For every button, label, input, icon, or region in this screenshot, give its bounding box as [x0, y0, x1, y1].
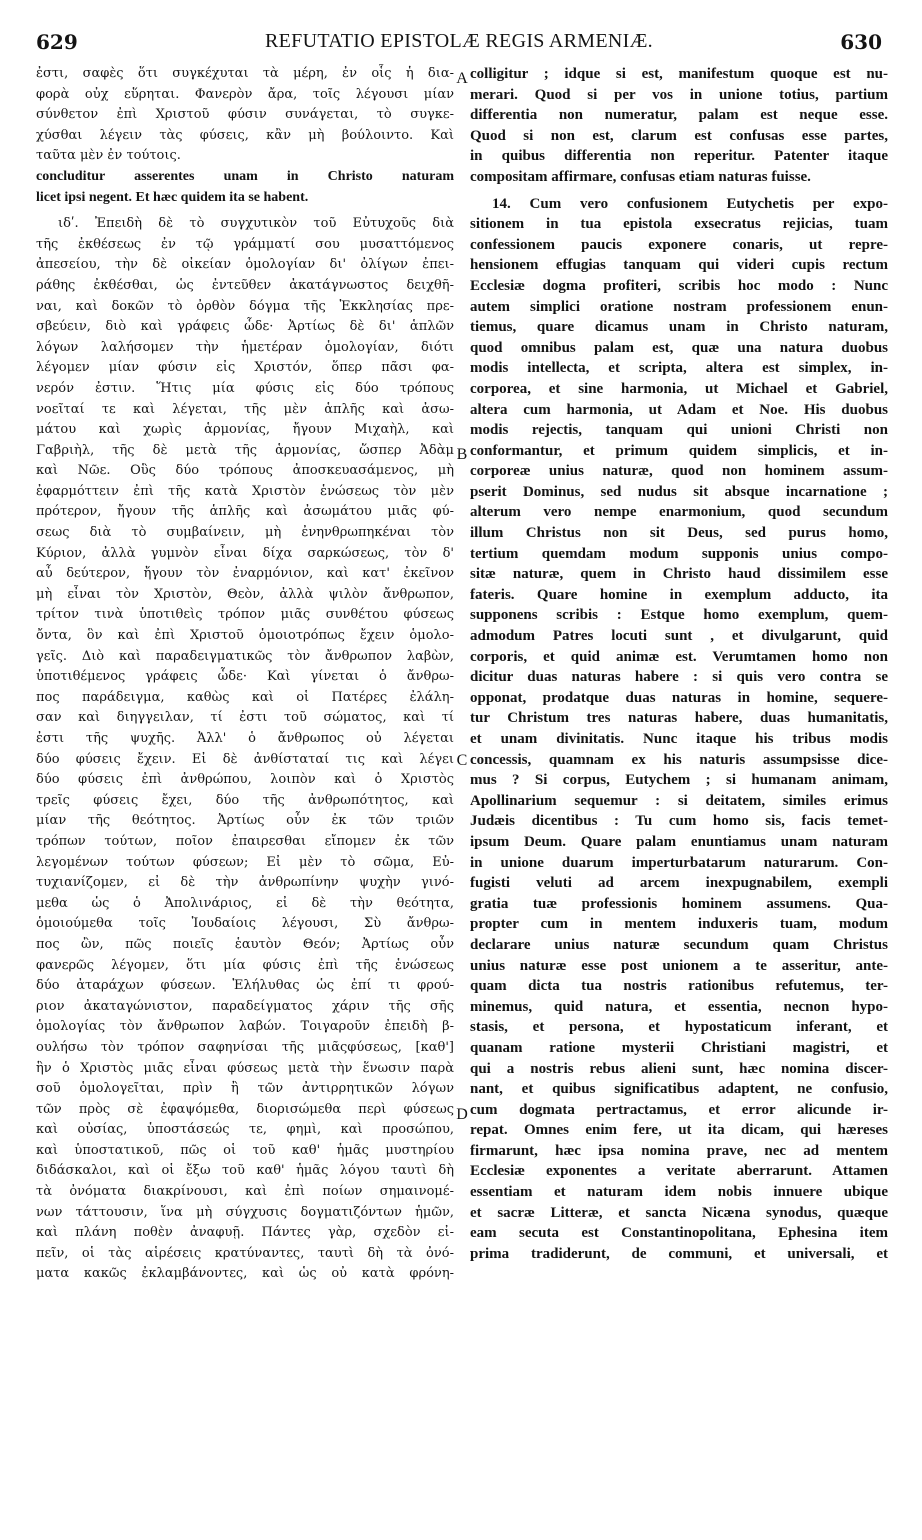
latin-text-line: Quod si non est, clarum est confusas esse partes, [470, 127, 888, 144]
latin-text-line: unius naturæ esse post unionem a te asseritur, ante- [470, 957, 888, 974]
latin-text-line: alterum vero nempe enarmonium, quod secundum [470, 504, 888, 521]
latin-text-line: admodum Patres locuti sunt , et divulgarunt, quid [470, 628, 888, 645]
greek-text-line: νερόν ἐστιν. Ἥτις μία φύσις εἰς δύο τρόπους [36, 380, 454, 396]
latin-text-line: illum Christus non sit Deus, sed purus homo, [470, 525, 888, 542]
latin-text-line: fateris. Quare homine in exemplum adducto, ita [470, 586, 888, 603]
latin-text-line: modis rejectis, tanquam qui unioni Christi non [470, 422, 888, 439]
latin-text-line: minemus, quid natura, et essentia, necnon hypo- [470, 998, 888, 1015]
greek-text-line: ταῦτα μὲν ἐν τούτοις. [36, 148, 181, 164]
greek-text-line: τρίτον τινὰ ὑποτιθεὶς τρόπον μιᾶς συνθέτου φύσεως [36, 607, 454, 623]
latin-text-line: confessionem paucis exponere conaris, ut repre- [470, 236, 888, 253]
greek-text-line: ὁμοιούμεθα τοῖς Ἰουδαίοις λέγουσι, Σὺ ἄνθρω- [36, 916, 454, 932]
latin-text-line: prima tradiderunt, de communi, et universali, et [470, 1245, 888, 1262]
latin-text-line: pserit Dominus, sed nudus sit absque incarnatione ; [470, 483, 888, 500]
greek-text-line: σοῦ ὁμολογεῖται, πρὶν ἢ τῶν ἀντιρρητικῶν λόγων [36, 1081, 454, 1097]
latin-text-line: modis intellecta, et scripta, altera est simplex, in- [470, 360, 888, 377]
latin-text-line: firmarunt, hæc ipsa nomina prave, nec ad mentem [470, 1142, 888, 1159]
greek-text-line: τυχιανίζομεν, εἰ δὲ τὴν ἀνθρωπίνην ψυχὴν γινό- [36, 875, 454, 891]
latin-text-line: corporeæ unius naturæ, quod non hominem assum- [470, 463, 888, 480]
latin-text-line: stasis, et persona, et hypostaticum inferant, et [470, 1019, 888, 1036]
margin-letter-c: C [456, 752, 468, 769]
greek-text-line: Κύριον, ἀλλὰ γυμνὸν εἶναι δίχα σαρκώσεως, τὸν δ' [36, 545, 454, 561]
greek-text-line: νων τάττουσιν, ἵνα μὴ σύγχυσις δογματιζόντων ἡμῶν, [36, 1204, 454, 1220]
latin-text-line: corporis, et quid animæ est. Verumtamen homo non [470, 648, 888, 665]
latin-text-line: dicitur duas naturas habere : si quis vero contra se [470, 669, 888, 686]
latin-text-line: propter cum in mentem induxeris tuam, modum [470, 916, 888, 933]
latin-text-line: autem simplici oratione nostram professionem enun- [470, 298, 888, 315]
greek-text-line: τρόπων τούτων, ποῖον ἐπαιρεσθαι εἴπομεν ἐκ τῶν [36, 833, 454, 849]
latin-text-line: quod omnibus palam est, quæ una natura duobus [470, 339, 888, 356]
latin-text-line: tertium quemdam modum supponis unius compo- [470, 545, 888, 562]
latin-text-line: Apollinarium sequemur : si deitatem, similes erimus [470, 792, 888, 809]
greek-text-line: καὶ ὑποστατικοῦ, πῶς οἱ τοῦ καθ' ἡμᾶς μυστηρίου [36, 1142, 454, 1158]
latin-text-line: Ecclesiæ dogma profiteri, scribis hoc modo : Nunc [470, 277, 888, 294]
latin-text-line: fugisti veluti ad arcem inexpugnabilem, exempli [470, 875, 888, 892]
greek-text-line: πεῖν, οἱ τὰς αἱρέσεις κρατύναντες, ταυτὶ δὴ τὰ ὀνό- [36, 1245, 454, 1261]
latin-text-line: tur Christum tres naturas habere, duas humanitatis, [470, 710, 888, 727]
greek-text-line: πρότερον, ἤγουν τῆς ἁπλῆς καὶ ἀσωμάτου μιᾶς φύ- [36, 504, 454, 520]
greek-text-line: δύο φύσεις ἐπὶ ἀνθρώπου, λοιπὸν καὶ ὁ Χριστὸς [36, 772, 454, 788]
greek-text-line: ιδʹ. Ἐπειδὴ δὲ τὸ συγχυτικὸν τοῦ Εὐτυχοῦς διὰ [58, 216, 454, 232]
margin-letter-d: D [456, 1106, 468, 1123]
greek-text-line: ναι, καὶ δοκῶν τὸ ὀρθὸν δόγμα τῆς Ἐκκλησίας πρε- [36, 298, 454, 314]
latin-text-line: conformantur, et primum quidem simplicis, et in- [470, 442, 888, 459]
greek-text-line: φορὰ οὐχ εὕρηται. Φανερὸν ἄρα, τοῖς λέγουσι μίαν [36, 86, 454, 102]
latin-text-line: 14. Cum vero confusionem Eutychetis per expo- [492, 195, 888, 212]
greek-text-line: μὴ εἶναι τὸν Χριστὸν, Θεὸν, ἀλλὰ ψιλὸν ἄνθρωπον, [36, 586, 454, 602]
latin-text-line: ipsum Deum. Quare palam enuntiamus unam naturam [470, 833, 888, 850]
latin-text-line: corporea, et sine harmonia, ut Michael et Gabriel, [470, 380, 888, 397]
latin-text-line: et unam divinitatis. Nunc itaque his tribus modis [470, 731, 888, 747]
latin-text-line: cum dogmata pertractamus, et error alicunde ir- [470, 1101, 888, 1118]
greek-text-line: ἣν ὁ Χριστὸς μιᾶς εἶναι φύσεως μετὰ τὴν ἕνωσιν παρὰ [36, 1060, 454, 1076]
latin-text-line: qui a nostris rebus alieni sunt, hæc nomina discer- [470, 1060, 888, 1077]
greek-text-line: λόγων λαλήσομεν τὴν ἡμετέραν ὁμολογίαν, διότι [36, 339, 454, 355]
greek-text-line: διδάσκαλοι, καὶ οἱ ἔξω τοῦ καθ' ἡμᾶς λόγου ταυτὶ δὴ [36, 1163, 454, 1179]
latin-text-line: mus ? Si corpus, Eutychem ; si humanam animam, [470, 772, 888, 789]
latin-text-line: gratia tuæ professionis hominem assumens. Qua- [470, 895, 888, 912]
latin-text-line: tiemus, quare dicamus unam in Christo naturam, [470, 319, 888, 336]
running-title: REFUTATIO EPISTOLÆ REGIS ARMENIÆ. [265, 30, 653, 52]
greek-text-line: δύο φύσεις ἔχειν. Εἰ δὲ ἀνθίσταταί τις καὶ λέγει [36, 751, 454, 767]
latin-text-line: in quibus differentia non reperitur. Patenter itaque [470, 148, 888, 165]
greek-text-line: ἐστι, σαφὲς ὅτι συγκέχυται τὰ μέρη, ἐν οἷς ἡ δια- [36, 66, 454, 81]
latin-text-line: concessis, quamnam ex his naturis assumpsisse dice- [470, 751, 888, 768]
greek-text-line: μίαν τῆς θεότητος. Ἀρτίως οὖν ἐκ τῶν τριῶν [36, 813, 454, 829]
latin-text-line: sitionem in tua epistola exsecratus rejicias, tuam [470, 216, 888, 233]
latin-tail-line: concluditur asserentes unam in Christo naturam [36, 168, 454, 184]
greek-text-line: μάτου καὶ χωρὶς ἁρμονίας, ἤγουν Μιχαὴλ, καὶ [36, 422, 454, 438]
latin-text-line: quam dicta tua nostris rationibus refutemus, ter- [470, 978, 888, 995]
greek-text-line: τῆς ἐκθέσεως ἐν τῷ γράμματί σου μυσαττόμενος [36, 236, 454, 252]
margin-letter-b: B [456, 446, 468, 463]
greek-text-line: τρεῖς φύσεις ἔχει, δύο τῆς ἀνθρωπότητος, καὶ [36, 792, 454, 808]
latin-text-line: merari. Quod si per vos in unione totius, partium [470, 86, 888, 103]
greek-text-line: λέγομεν μίαν φύσιν εἰς Χριστόν, ὅπερ πᾶσι φα- [36, 360, 454, 376]
greek-text-line: μεθα ὡς ὁ Ἀπολινάριος, εἰ δὲ τὴν θεότητα, [36, 895, 454, 911]
greek-text-line: γεῖς. Διὸ καὶ παραδειγματικῶς τὸν ἄνθρωπον λαβὼν, [36, 648, 454, 664]
latin-column [470, 64, 888, 1264]
running-header [36, 30, 882, 60]
latin-tail-line: licet ipsi negent. Et hæc quidem ita se habent. [36, 189, 309, 205]
latin-text-line: supponens scribis : Estque homo exemplum, quem- [470, 607, 888, 624]
greek-text-line: καὶ οὐσίας, ὑποστάσεώς τε, φημὶ, καὶ προσώπου, [36, 1122, 454, 1138]
greek-text-line: πος ὢν, πῶς ποιεῖς ἑαυτὸν Θεόν; Ἀρτίως οὖν [36, 936, 454, 952]
greek-text-line: σβεύειν, διὸ καὶ γράφεις ὧδε· Ἀρτίως δὲ δι' ἁπλῶν [36, 319, 454, 335]
latin-text-line: quanam ratione mysterii Christiani magistri, et [470, 1039, 888, 1056]
greek-text-line: ἀπεσείου, τὴν δὲ οἰκείαν ὁμολογίαν δι' ὀλίγων ἐπει- [36, 257, 454, 273]
latin-text-line: essentiam et naturam idem nobis innuere ubique [470, 1184, 888, 1201]
greek-text-line: σεως διὰ τὸ συμβαίνειν, μὴ ἐνηνθρωπηκέναι τὸν [36, 525, 454, 541]
greek-text-line: ὑποτιθέμενος γράφεις ὧδε· Καὶ γίνεται ὁ ἄνθρω- [36, 669, 454, 685]
greek-text-line: ἐστι τῆς ψυχῆς. Ἀλλ' ὁ ἄνθρωπος οὐ λέγεται [36, 731, 454, 746]
latin-text-line: sitæ naturæ, quem in Christo haud dissimilem esse [470, 566, 888, 583]
latin-text-line: Ecclesiæ exponentes a veritate aberrarunt. Attamen [470, 1163, 888, 1180]
greek-text-line: πος παράδειγμα, καθὼς καὶ οἱ Πατέρες ἐλάλη- [36, 689, 454, 705]
greek-text-line: λεγομένων τούτων φύσεων; Εἰ μὲν τὸ σῶμα, Εὐ- [36, 854, 454, 870]
greek-text-line: σύνθετον ἐπὶ Χριστοῦ φύσιν συνάγεται, τὸ συγκε- [36, 107, 454, 123]
latin-text-line: eam secuta est Constantinopolitana, Ephesina item [470, 1225, 888, 1242]
latin-text-line: et sacræ Litteræ, et sancta Nicæna synodus, quæque [470, 1204, 888, 1221]
greek-text-line: ἐφαρμόττειν ἐπὶ τῆς κατὰ Χριστὸν ἑνώσεως τὸν μὲν [36, 483, 454, 499]
greek-text-line: ριον ἀκαταγώνιστον, παραδείγματος χάριν τῆς σῆς [36, 998, 454, 1014]
latin-text-line: in unione duarum imperturbatarum naturarum. Con- [470, 854, 888, 871]
latin-text-line: opponat, prodatque duas naturas in homine, sequere- [470, 689, 888, 706]
latin-text-line: nant, et quibus significatibus adaptent, ne confusio, [470, 1081, 888, 1098]
greek-text-line: καὶ Νῶε. Οὓς δύο τρόπους ἀποσκευασάμενος, μὴ [36, 463, 454, 479]
greek-text-line: ὄντα, ὃν καὶ ἐπὶ Χριστοῦ ὁμοιοτρόπως ἔχειν ὁμολο- [36, 628, 454, 644]
greek-text-line: δύο ἀταράχων φύσεων. Ἐλήλυθας ὡς ἐπί τι φρού- [36, 978, 454, 994]
greek-text-line: ουλήσω τὸν τρόπον σαφηνίσαι τῆς μιᾶςφύσεως, [καθ'] [36, 1039, 454, 1055]
margin-letter-a: A [456, 70, 468, 87]
greek-text-line: Γαβριὴλ, τῆς δὲ μετὰ τῆς ἁρμονίας, ὥσπερ Ἀδὰμ [36, 442, 454, 458]
greek-text-line: σαν καὶ διηγγειλαν, τί ἐστι τοῦ σώματος, καὶ τί [36, 710, 454, 726]
latin-text-line: compositam affirmare, confusas etiam naturas fuisse. [470, 168, 811, 185]
latin-text-line: altera cum harmonia, ut Adam et Noe. His duobus [470, 401, 888, 418]
latin-text-line: declarare unius naturæ secundum quam Christus [470, 936, 888, 953]
page-number-right: 630 [840, 30, 882, 54]
greek-text-line: καὶ πλάνη ποθὲν ἀναφυῇ. Πάντες γὰρ, σχεδὸν εἰ- [36, 1225, 454, 1241]
greek-text-line: τὰ ὀνόματα διακρίνουσι, καὶ ἐπὶ ποίων σημαινομέ- [36, 1184, 454, 1200]
latin-text-line: hensionem effugias tanquam qui videri cupis rectum [470, 257, 888, 274]
greek-text-line: νοεῖταί τε καὶ λέγεται, τῆς μὲν ἁπλῆς καὶ ἀσω- [36, 401, 454, 417]
latin-text-line: repat. Omnes enim fere, ut ita dicam, qui hæreses [470, 1122, 888, 1139]
greek-text-line: αὖ δεύτερον, ἤγουν τὸν ἐναρμόνιον, καὶ κατ' ἐκεῖνον [36, 566, 454, 582]
greek-text-line: τῶν πρὸς σὲ ἐφαψόμεθα, διορισώμεθα περὶ φύσεως [36, 1101, 454, 1117]
greek-text-line: ματα κακῶς ἐκλαμβάνοντες, καὶ ὡς οὐ κατὰ φρόνη- [36, 1266, 454, 1282]
greek-column [36, 64, 454, 1285]
latin-text-line: differentia non numeratur, palam est neque esse. [470, 107, 888, 124]
greek-text-line: φανερῶς λέγομεν, ὅτι μία φύσις ἐπὶ τῆς ἑνώσεως [36, 957, 454, 973]
greek-text-line: ράθης ἐκθέσθαι, ὡς ἐντεῦθεν ἀκατάγνωστος δειχθῆ- [36, 277, 454, 293]
latin-text-line: Judæis dicentibus : Tu cum homo sis, facis temet- [470, 813, 888, 830]
greek-text-line: ὁμολογίας τὸν ἄνθρωπον λαβών. Τοιγαροῦν ἐπειδὴ β- [36, 1019, 454, 1035]
latin-text-line: colligitur ; idque si est, manifestum quoque est nu- [470, 66, 888, 82]
greek-text-line: χύσθαι λέγειν τὰς φύσεις, κἂν μὴ βούλοιντο. Καὶ [36, 127, 454, 143]
page-number-left: 629 [36, 30, 78, 54]
